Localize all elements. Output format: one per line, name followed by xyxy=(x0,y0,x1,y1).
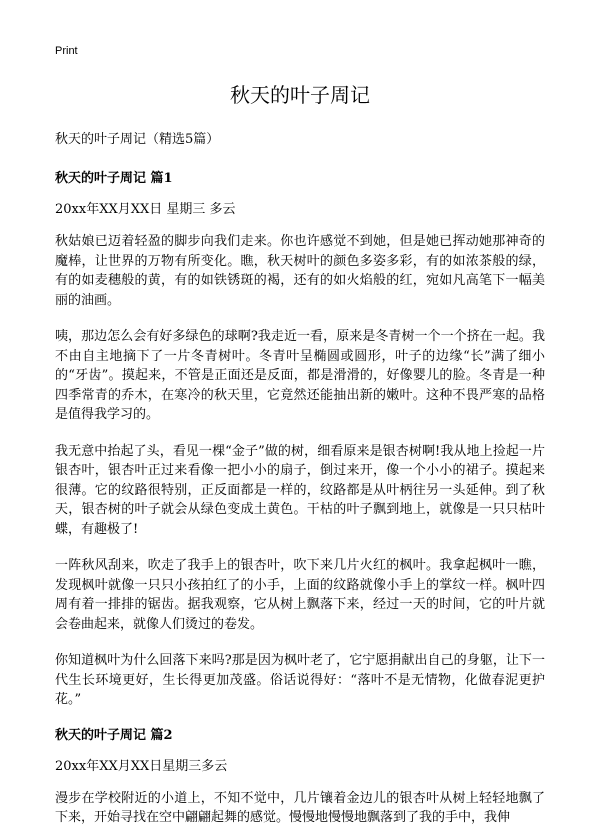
document-title: 秋天的叶子周记 xyxy=(230,83,370,107)
print-label: Print xyxy=(55,45,78,57)
section-heading: 秋天的叶子周记 篇2 xyxy=(55,727,173,743)
paragraph: 一阵秋风刮来，吹走了我手上的银杏叶，吹下来几片火红的枫叶。我拿起枫叶一瞧，发现枫叶就像一只只小孩拍红了的小手，上面的纹路就像小手上的掌纹一样。枫叶四周有着一排排的锯齿。据我观察，它从树上飘落下来，经过一天的时间，它的叶片就会卷曲起来，就像人们烫过的卷发。 xyxy=(55,558,545,632)
paragraph: 咦，那边怎么会有好多绿色的球啊?我走近一看，原来是冬青树一个一个挤在一起。我不由自主地摘下了一片冬青树叶。冬青叶呈椭圆或圆形，叶子的边缘“长”满了细小的“牙齿”。摸起来，不管是正面还是反面，都是滑滑的，好像婴儿的脸。冬青是一种四季常青的乔木，在寒冷的秋天里，它竟然还能抽出新的嫩叶。这种不畏严寒的品格是值得我学习的。 xyxy=(55,329,545,422)
paragraph: 秋姑娘已迈着轻盈的脚步向我们走来。你也许感觉不到她，但是她已挥动她那神奇的魔棒，让世界的万物有所变化。瞧，秋天树叶的颜色多姿多彩，有的如浓茶般的绿，有的如麦穗般的黄，有的如铁锈斑的褐，还有的如火焰般的红，宛如凡高笔下一幅美丽的油画。 xyxy=(55,234,545,308)
section-date: 20xx年XX月XX日星期三多云 xyxy=(55,758,228,774)
section-heading: 秋天的叶子周记 篇1 xyxy=(55,171,173,186)
document-subtitle: 秋天的叶子周记（精选5篇） xyxy=(55,132,220,147)
paragraph: 我无意中抬起了头，看见一棵“金子”做的树，细看原来是银杏树啊!我从地上捡起一片银杏叶，银杏叶正过来看像一把小小的扇子，倒过来开，像一个小小的裙子。摸起来很薄。它的纹路很特别，正反面都是一样的，纹路都是从叶柄往另一头延伸。到了秋天，银杏树的叶子就会从绿色变成土黄色。干枯的叶子飘到地上，就像是一只只枯叶蝶，有趣极了! xyxy=(55,443,545,537)
paragraph: 你知道枫叶为什么回落下来吗?那是因为枫叶老了，它宁愿捐献出自己的身躯，让下一代生长环境更好，生长得更加茂盛。俗话说得好：“落叶不是无情物，化做春泥更护花。” xyxy=(55,653,545,707)
section-1 xyxy=(55,170,545,710)
paragraph: 漫步在学校附近的小道上，不知不觉中，几片镶着金边儿的银杏叶从树上轻轻地飘了下来，开始寻找在空中翩翩起舞的感觉。慢慢地慢慢地飘落到了我的手中，我伸 xyxy=(55,790,545,825)
section-date: 20xx年XX月XX日 星期三 多云 xyxy=(55,202,236,217)
section-2 xyxy=(55,727,545,828)
